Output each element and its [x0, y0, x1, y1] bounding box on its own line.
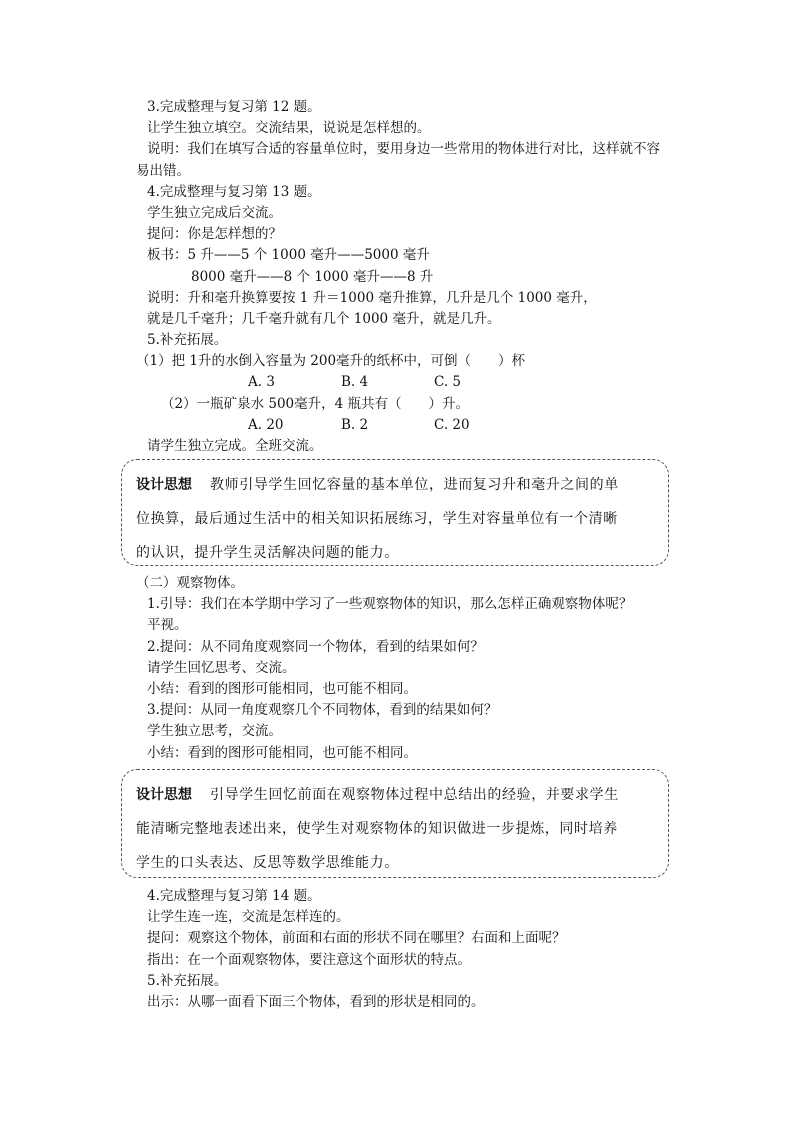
- option-c: C. 5: [434, 374, 462, 391]
- design-idea-line: 设计思想 教师引导学生回忆容量的基本单位，进而复习升和毫升之间的单: [136, 477, 619, 493]
- option-c: C. 20: [434, 416, 470, 433]
- paragraph: 说明：升和毫升换算要按 1 升＝1000 毫升推算，几升是几个 1000 毫升，: [147, 289, 597, 306]
- item-heading: 1.引导：我们在本学期中学习了一些观察物体的知识，那么怎样正确观察物体呢？: [147, 596, 633, 613]
- design-idea-tag: 设计思想: [136, 477, 192, 493]
- design-idea-line: 能清晰完整地表述出来，使学生对观察物体的知识做进一步提炼，同时培养: [136, 821, 618, 837]
- item-heading: 4.完成整理与复习第 13 题。: [147, 183, 321, 200]
- paragraph: 指出：在一个面观察物体，要注意这个面形状的特点。: [147, 951, 471, 968]
- design-idea-line: 学生的口头表达、反思等数学思维能力。: [136, 855, 399, 871]
- paragraph: 请学生回忆思考、交流。: [147, 659, 296, 676]
- paragraph: 学生独立完成后交流。: [147, 204, 282, 221]
- paragraph: 小结：看到的图形可能相同，也可能不相同。: [147, 744, 417, 761]
- paragraph: 请学生独立完成。全班交流。: [147, 438, 323, 454]
- option-a: A. 3: [248, 374, 275, 391]
- item-heading: 4.完成整理与复习第 14 题。: [147, 888, 321, 904]
- option-a: A. 20: [248, 416, 284, 433]
- item-heading: 2.提问：从不同角度观察同一个物体，看到的结果如何？: [147, 638, 484, 655]
- paragraph: 让学生独立填空。交流结果，说说是怎样想的。: [147, 120, 431, 137]
- question-2-options: [136, 415, 676, 436]
- design-idea-box: [121, 459, 669, 566]
- design-idea-tag: 设计思想: [136, 787, 192, 803]
- item-heading: 5.补充拓展。: [147, 972, 228, 989]
- design-idea-line: 位换算，最后通过生活中的相关知识拓展练习，学生对容量单位有一个清晰: [136, 511, 618, 527]
- paragraph: 学生独立思考，交流。: [147, 723, 282, 740]
- paragraph: 让学生连一连，交流是怎样连的。: [147, 909, 350, 926]
- design-idea-line: 设计思想 引导学生回忆前面在观察物体过程中总结出的经验，并要求学生: [136, 787, 619, 803]
- board-note: 8000 毫升——8 个 1000 毫升——8 升: [191, 268, 434, 285]
- option-b: B. 4: [341, 374, 369, 391]
- section-capacity-review: [136, 97, 676, 457]
- question-1: （1）把 1升的水倒入容量为 200毫升的纸杯中，可倒（ ）杯: [136, 353, 526, 370]
- paragraph: 提问：你是怎样想的？: [147, 226, 282, 243]
- paragraph: 说明：我们在填写合适的容量单位时，要用身边一些常用的物体进行对比，这样就不容: [147, 141, 660, 158]
- paragraph: 提问：观察这个物体，前面和右面的形状不同在哪里？右面和上面呢？: [147, 930, 566, 947]
- section-heading: （二）观察物体。: [136, 575, 244, 591]
- design-idea-box: [121, 769, 669, 878]
- paragraph: 平视。: [147, 617, 188, 634]
- section-observe-objects: [136, 573, 676, 764]
- item-heading: 5.补充拓展。: [147, 332, 228, 349]
- design-idea-line: 的认识，提升学生灵活解决问题的能力。: [136, 545, 399, 561]
- board-note: 板书：5 升——5 个 1000 毫升——5000 毫升: [147, 247, 430, 264]
- option-b: B. 2: [341, 416, 369, 433]
- paragraph: 易出错。: [136, 162, 190, 179]
- section-exercise-14: [136, 886, 676, 1013]
- question-2: （2）一瓶矿泉水 500毫升，4 瓶共有（ ）升。: [161, 395, 470, 412]
- item-heading: 3.完成整理与复习第 12 题。: [147, 99, 321, 115]
- paragraph: 小结：看到的图形可能相同，也可能不相同。: [147, 680, 417, 697]
- question-1-options: [136, 372, 676, 393]
- paragraph: 就是几千毫升；几千毫升就有几个 1000 毫升，就是几升。: [147, 310, 501, 327]
- paragraph: 出示：从哪一面看下面三个物体，看到的形状是相同的。: [147, 993, 485, 1010]
- item-heading: 3.提问：从同一角度观察几个不同物体，看到的结果如何？: [147, 702, 498, 719]
